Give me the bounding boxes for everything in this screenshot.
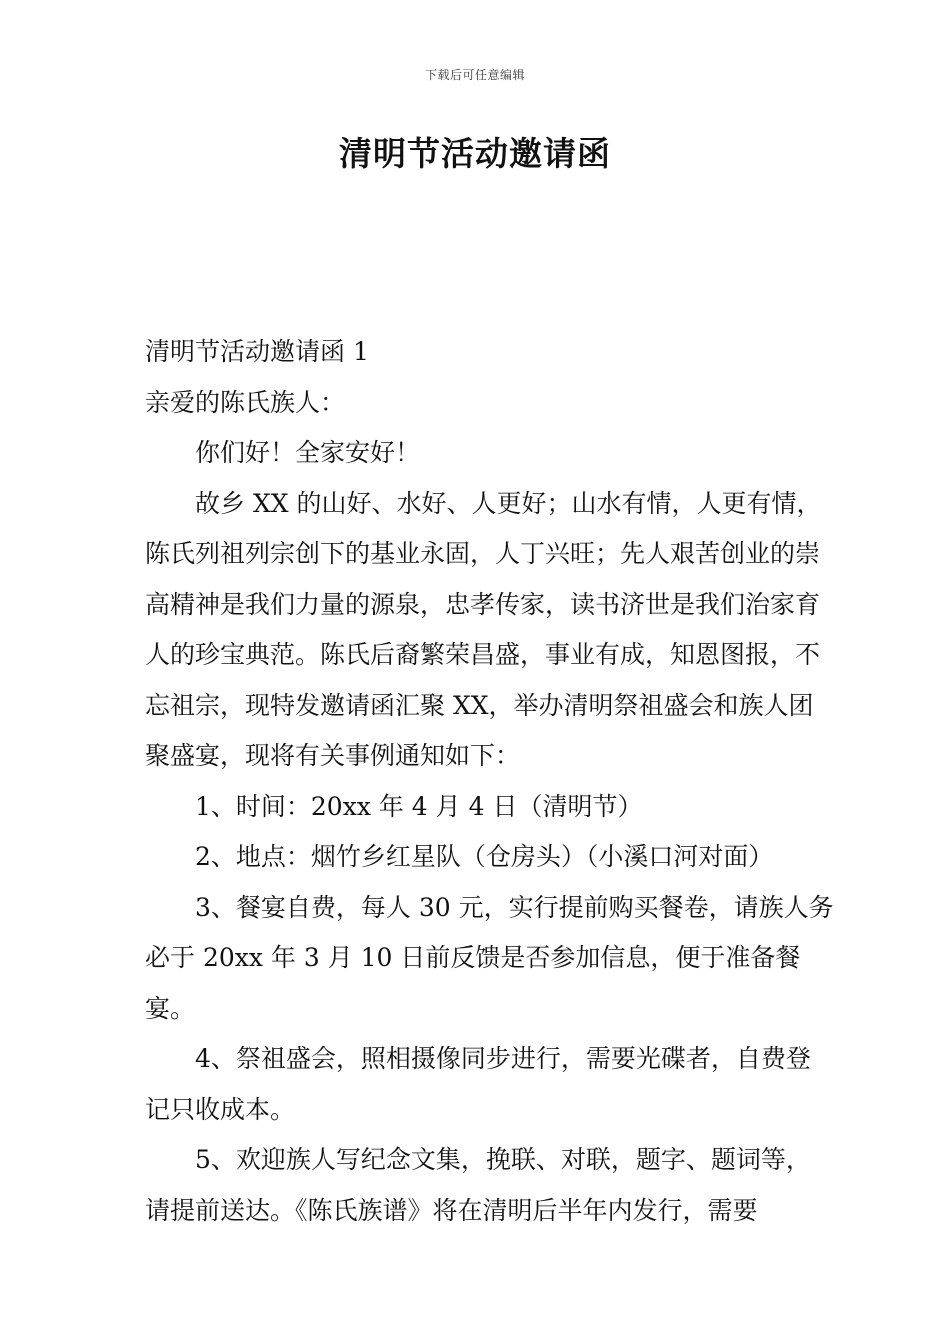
- list-item-time: 1、时间：20xx 年 4 月 4 日（清明节）: [195, 791, 643, 821]
- paragraph-intro: 故乡 XX 的山好、水好、人更好；山水有情，人更有情，陈氏列祖列宗创下的基业永固，人丁兴旺；先人艰苦创业的崇高精神是我们力量的源泉，忠孝传家，读书济世是我们治家育人的珍宝典范。陈氏后裔繁荣昌盛，事业有成，知恩图报，不忘祖宗，现特发邀请函汇聚 XX，举办清明祭祖盛会和族人团聚盛宴，现将有关事例通知如下：: [145, 488, 822, 770]
- list-item-banquet: 3、餐宴自费，每人 30 元，实行提前购买餐卷，请族人务必于 20xx 年 3 月 10 日前反馈是否参加信息，便于准备餐宴。: [145, 892, 834, 1023]
- document-body: [145, 327, 835, 1236]
- header-note: 下载后可任意编辑: [424, 68, 525, 82]
- document-title: 清明节活动邀请函: [339, 134, 611, 173]
- section-title: 清明节活动邀请函 1: [145, 337, 369, 366]
- list-item-location: 2、地点：烟竹乡红星队（仓房头）（小溪口河对面）: [195, 842, 774, 871]
- salutation: 亲爱的陈氏族人：: [145, 387, 346, 417]
- list-item-writings: 5、欢迎族人写纪念文集，挽联、对联，题字、题词等，请提前送达。《陈氏族谱》将在清明后半年内发行，需要: [145, 1145, 811, 1225]
- greeting: 你们好！全家安好！: [195, 438, 421, 467]
- list-item-photography: 4、祭祖盛会，照相摄像同步进行，需要光碟者，自费登记只收成本。: [145, 1044, 811, 1124]
